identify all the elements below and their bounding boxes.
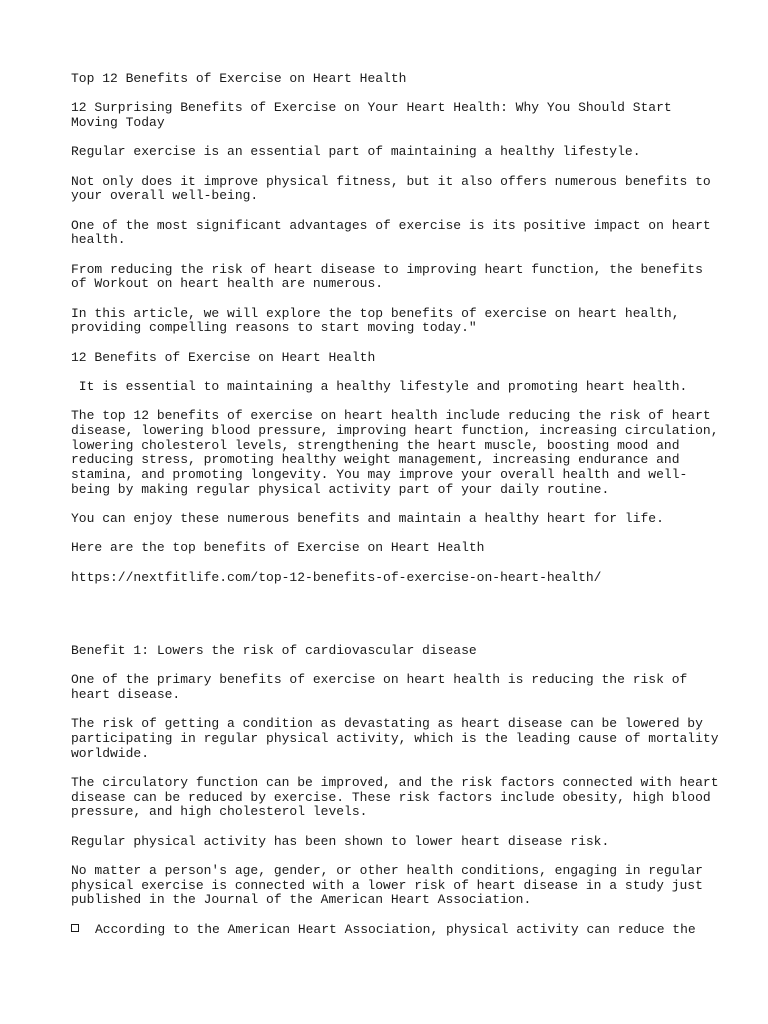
- paragraph-p4: [71, 263, 711, 292]
- text-line: The circulatory function can be improved, and the risk factors connected with heart: [71, 774, 719, 790]
- intro-section: [71, 71, 719, 585]
- paragraph-link: [71, 571, 711, 586]
- text-line: 12 Surprising Benefits of Exercise on Your Heart Health: Why You Should Start: [71, 100, 672, 116]
- text-line: disease can be reduced by exercise. These risk factors include obesity, high blood: [71, 789, 711, 805]
- paragraph-subtitle: [71, 101, 711, 130]
- paragraph-p8: [71, 512, 711, 527]
- text-line: participating in regular physical activity, which is the leading cause of mortality: [71, 730, 719, 746]
- text-line: reducing stress, promoting healthy weight management, increasing endurance and: [71, 452, 680, 468]
- text-line: You can enjoy these numerous benefits and maintain a healthy heart for life.: [71, 511, 664, 526]
- text-line: No matter a person's age, gender, or other health conditions, engaging in regular: [71, 862, 703, 878]
- text-line: One of the primary benefits of exercise on heart health is reducing the risk of: [71, 672, 688, 688]
- text-line: One of the most significant advantages of exercise is its positive impact on heart: [71, 217, 711, 233]
- paragraph-p7: [71, 408, 719, 497]
- paragraph-title: [71, 72, 711, 87]
- text-line: health.: [71, 232, 126, 248]
- text-line: The top 12 benefits of exercise on heart health include reducing the risk of heart: [71, 408, 711, 424]
- paragraph-p5: [71, 307, 711, 336]
- text-line: The risk of getting a condition as devastating as heart disease can be lowered by: [71, 716, 703, 732]
- paragraph-b1-p4: [71, 835, 711, 850]
- text-line: of Workout on heart health are numerous.: [71, 276, 384, 292]
- text-line: being by making regular physical activity part of your daily routine.: [71, 481, 610, 497]
- text-line: Regular exercise is an essential part of maintaining a healthy lifestyle.: [71, 144, 641, 160]
- text-line: From reducing the risk of heart disease to improving heart function, the benefits: [71, 261, 703, 277]
- text-line[interactable]: https://nextfitlife.com/top-12-benefits-of-exercise-on-heart-health/: [71, 569, 602, 585]
- paragraph-p2: [71, 175, 711, 204]
- paragraph-b1-p1: [71, 673, 711, 702]
- paragraph-p6: [71, 380, 711, 395]
- bullet-text: According to the American Heart Association, physical activity can reduce the: [95, 921, 696, 937]
- paragraph-b1-p2: [71, 716, 719, 761]
- text-line: worldwide.: [71, 745, 150, 761]
- text-line: lowering cholesterol levels, strengthening the heart muscle, boosting mood and: [71, 437, 680, 453]
- text-line: heart disease.: [71, 686, 181, 702]
- text-line: pressure, and high cholesterol levels.: [71, 804, 368, 820]
- text-line: 12 Benefits of Exercise on Heart Health: [71, 349, 376, 365]
- text-line: Regular physical activity has been shown to lower heart disease risk.: [71, 833, 610, 849]
- text-line: It is essential to maintaining a healthy lifestyle and promoting heart health.: [71, 378, 688, 394]
- paragraph-b1-p3: [71, 774, 719, 820]
- text-line: disease, lowering blood pressure, improving heart function, increasing circulation,: [71, 422, 719, 438]
- text-line: Moving Today: [71, 115, 165, 130]
- text-line: Here are the top benefits of Exercise on Heart Health: [71, 540, 485, 556]
- paragraph-b1-heading: [71, 644, 711, 659]
- paragraph-p9: [71, 541, 711, 556]
- text-line: providing compelling reasons to start moving today.": [71, 320, 477, 336]
- text-line: physical exercise is connected with a lower risk of heart disease in a study just: [71, 877, 703, 893]
- text-line: Not only does it improve physical fitness, but it also offers numerous benefits to: [71, 173, 711, 189]
- text-line: stamina, and promoting longevity. You may improve your overall health and well-: [71, 467, 688, 482]
- text-line: Benefit 1: Lowers the risk of cardiovascular disease: [71, 642, 477, 658]
- paragraph-b1-p5: [71, 864, 711, 908]
- benefit-1-section: [71, 642, 719, 908]
- text-line: In this article, we will explore the top benefits of exercise on heart health,: [71, 305, 680, 321]
- paragraph-h2: [71, 351, 711, 366]
- document-page: [71, 71, 719, 937]
- text-line: published in the Journal of the American Heart Association.: [71, 892, 532, 908]
- paragraph-p3: [71, 219, 711, 248]
- bullet-item: [71, 923, 711, 938]
- blank-space: [71, 600, 711, 644]
- text-line: Top 12 Benefits of Exercise on Heart Health: [71, 71, 407, 86]
- square-bullet-icon: [71, 924, 79, 932]
- paragraph-p1: [71, 145, 711, 160]
- text-line: your overall well-being.: [71, 188, 259, 204]
